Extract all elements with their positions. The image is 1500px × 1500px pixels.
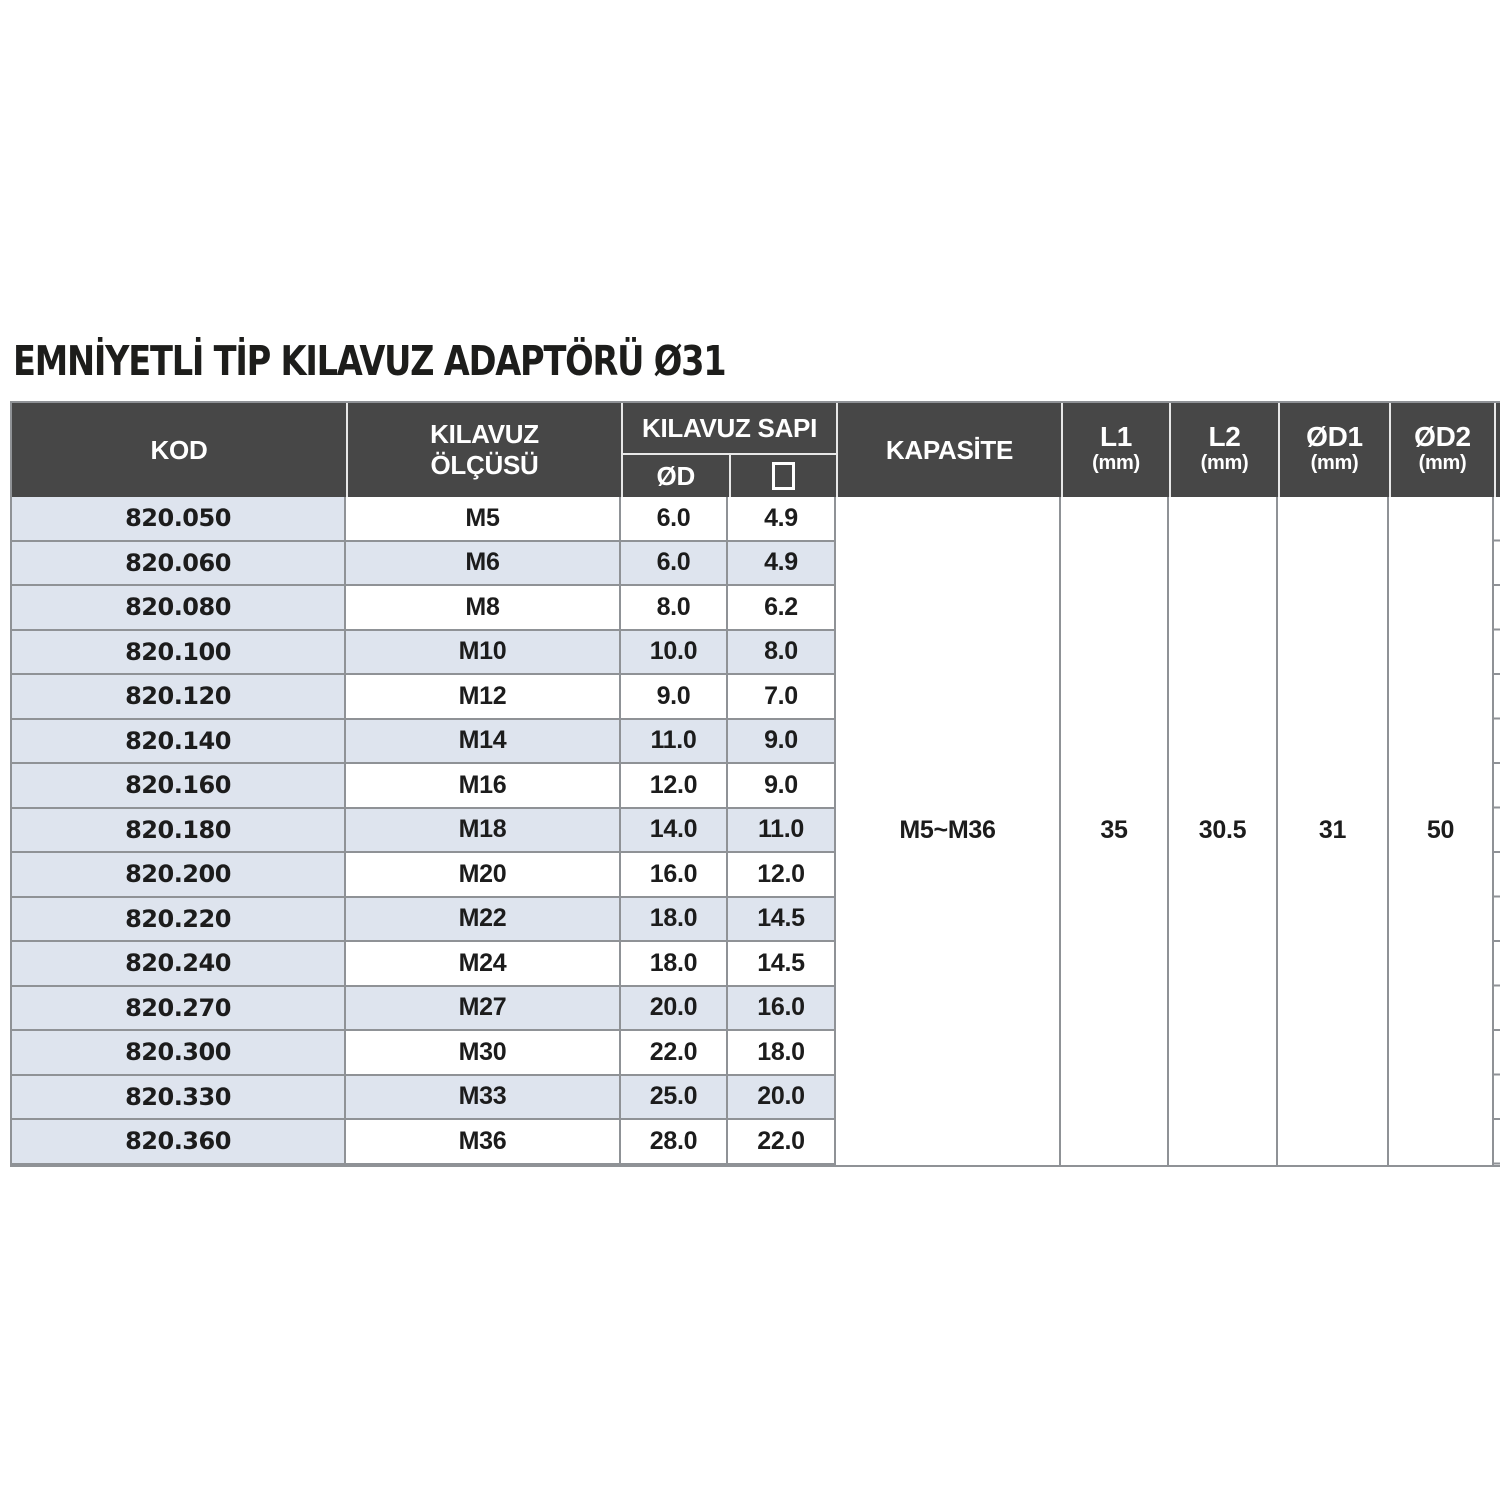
- cell-size: M8: [346, 586, 621, 629]
- cell-kod: 820.100: [12, 631, 346, 674]
- cell-size: M6: [346, 542, 621, 585]
- header-d1: [1278, 403, 1389, 497]
- cell-sq: 18.0: [728, 1031, 836, 1074]
- header-kilavuz-sapi-subrow: [623, 455, 836, 497]
- cell-sq: 16.0: [728, 987, 836, 1030]
- cell-sq: 11.0: [728, 809, 836, 852]
- cell-kod: 820.060: [12, 542, 346, 585]
- header-kilavuz-olcusu: [346, 403, 621, 497]
- cell-size: M14: [346, 720, 621, 763]
- cell-sq: 6.2: [728, 586, 836, 629]
- cell-kod: 820.360: [12, 1120, 346, 1163]
- cell-size: M12: [346, 675, 621, 718]
- cutoff-sliver: [1494, 497, 1500, 1165]
- header-d1-label: ØD1: [1306, 421, 1363, 452]
- cell-sq: 8.0: [728, 631, 836, 674]
- cell-sq: 20.0: [728, 1076, 836, 1119]
- cell-od: 25.0: [621, 1076, 728, 1119]
- cell-od: 18.0: [621, 942, 728, 985]
- header-d2-unit: (mm): [1418, 452, 1467, 474]
- cell-od: 10.0: [621, 631, 728, 674]
- cell-sq: 9.0: [728, 720, 836, 763]
- cell-size: M5: [346, 497, 621, 540]
- table-body: [12, 497, 1500, 1165]
- cell-od: 16.0: [621, 853, 728, 896]
- cell-sq: 4.9: [728, 542, 836, 585]
- cell-kod: 820.080: [12, 586, 346, 629]
- cell-kod: 820.240: [12, 942, 346, 985]
- cell-od: 9.0: [621, 675, 728, 718]
- table-header-row: [12, 403, 1500, 497]
- cell-sq: 14.5: [728, 898, 836, 941]
- cell-sq: 9.0: [728, 764, 836, 807]
- cell-kod: 820.300: [12, 1031, 346, 1074]
- merged-l1: 35: [1061, 497, 1169, 1165]
- cell-kod: 820.180: [12, 809, 346, 852]
- square-outline-icon: [772, 462, 795, 490]
- cell-kod: 820.160: [12, 764, 346, 807]
- header-l2-label: L2: [1208, 421, 1241, 452]
- cell-od: 18.0: [621, 898, 728, 941]
- cell-sq: 14.5: [728, 942, 836, 985]
- cell-od: 11.0: [621, 720, 728, 763]
- cell-size: M30: [346, 1031, 621, 1074]
- cell-size: M24: [346, 942, 621, 985]
- cell-size: M27: [346, 987, 621, 1030]
- header-d1-unit: (mm): [1310, 452, 1359, 474]
- cell-kod: 820.270: [12, 987, 346, 1030]
- page-title: EMNİYETLİ TİP KILAVUZ ADAPTÖRÜ Ø31: [13, 337, 726, 385]
- cell-size: M10: [346, 631, 621, 674]
- header-l1: [1061, 403, 1169, 497]
- header-d2: [1389, 403, 1494, 497]
- cell-size: M33: [346, 1076, 621, 1119]
- header-l2-unit: (mm): [1200, 452, 1249, 474]
- cell-od: 14.0: [621, 809, 728, 852]
- cell-kod: 820.140: [12, 720, 346, 763]
- header-od: ØD: [656, 460, 695, 491]
- cell-size: M22: [346, 898, 621, 941]
- cell-kod: 820.330: [12, 1076, 346, 1119]
- header-kilavuz-olcusu-line2: ÖLÇÜSÜ: [430, 450, 539, 480]
- cell-sq: 4.9: [728, 497, 836, 540]
- header-l2: [1169, 403, 1278, 497]
- cell-sq: 12.0: [728, 853, 836, 896]
- header-kapasite: KAPASİTE: [836, 403, 1061, 497]
- header-d2-label: ØD2: [1414, 421, 1471, 452]
- cell-od: 12.0: [621, 764, 728, 807]
- header-kilavuz-sapi: KILAVUZ SAPI: [623, 403, 836, 455]
- cell-kod: 820.200: [12, 853, 346, 896]
- cell-kod: 820.050: [12, 497, 346, 540]
- header-square: [729, 455, 837, 497]
- cell-od: 8.0: [621, 586, 728, 629]
- merged-values-panel: [836, 497, 1500, 1165]
- cell-sq: 7.0: [728, 675, 836, 718]
- header-kilavuz-olcusu-line1: KILAVUZ: [430, 419, 539, 449]
- cell-od: 28.0: [621, 1120, 728, 1163]
- cell-size: M20: [346, 853, 621, 896]
- header-l1-unit: (mm): [1092, 452, 1140, 474]
- header-kod: KOD: [150, 434, 208, 465]
- cell-od: 6.0: [621, 542, 728, 585]
- cell-od: 22.0: [621, 1031, 728, 1074]
- cell-size: M36: [346, 1120, 621, 1163]
- cell-kod: 820.120: [12, 675, 346, 718]
- cell-od: 20.0: [621, 987, 728, 1030]
- cell-size: M16: [346, 764, 621, 807]
- header-cutoff-sliver: [1494, 403, 1500, 497]
- cell-sq: 22.0: [728, 1120, 836, 1163]
- spec-table: [10, 401, 1500, 1167]
- cell-size: M18: [346, 809, 621, 852]
- header-l1-label: L1: [1099, 421, 1133, 452]
- cell-kod: 820.220: [12, 898, 346, 941]
- cell-od: 6.0: [621, 497, 728, 540]
- merged-l2: 30.5: [1169, 497, 1278, 1165]
- merged-d2: 50: [1389, 497, 1494, 1165]
- merged-d1: 31: [1278, 497, 1389, 1165]
- merged-kapasite: M5~M36: [836, 497, 1061, 1165]
- header-kilavuz-sapi-group: [621, 403, 836, 497]
